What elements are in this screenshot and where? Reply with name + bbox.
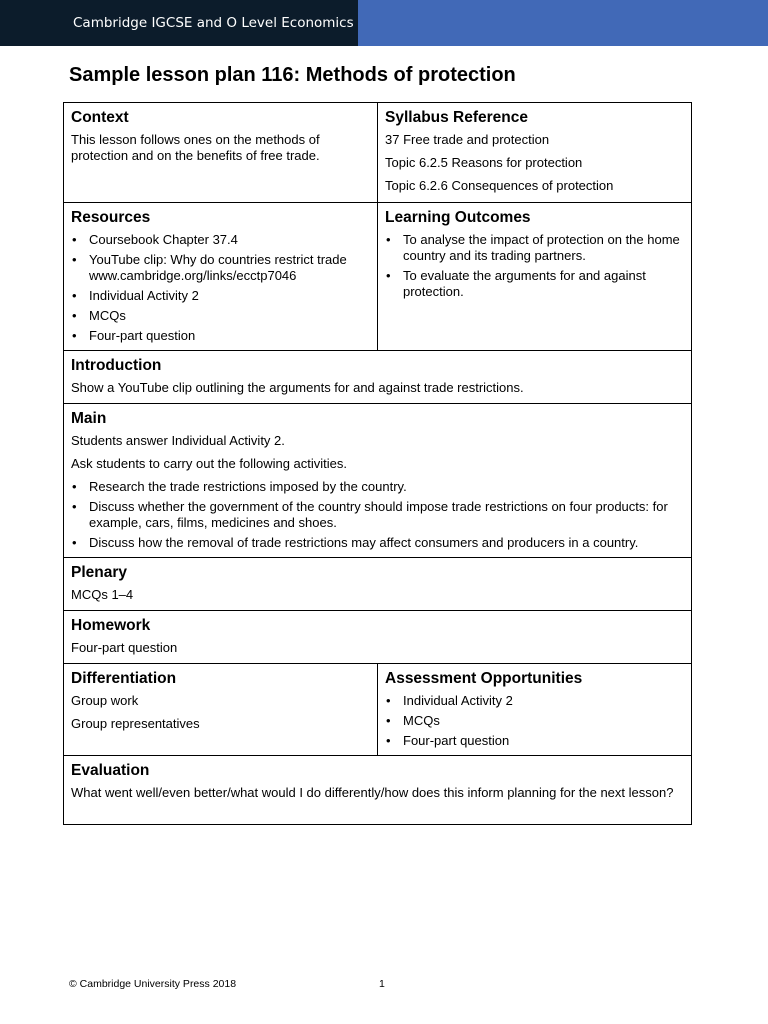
assessment-list [385, 693, 684, 749]
differentiation-cell [64, 664, 378, 756]
resources-list [71, 232, 370, 344]
list-item: • Discuss whether the government of the country should impose trade restrictions on four products: for example, cars, films, medicines and shoes. [71, 499, 684, 531]
evaluation-text: What went well/even better/what would I do differently/how does this inform planning for the next lesson? [71, 785, 674, 800]
main-activities-list [71, 479, 684, 551]
footer-copyright: © Cambridge University Press 2018 [69, 978, 237, 990]
assessment-cell [378, 664, 692, 756]
list-item: • Research the trade restrictions imposed by the country. [71, 479, 684, 495]
syllabus-item: Topic 6.2.6 Consequences of protection [385, 178, 614, 193]
header-banner [0, 0, 768, 46]
main-paragraph: Ask students to carry out the following activities. [71, 456, 348, 471]
homework-text: Four-part question [71, 640, 178, 655]
evaluation-cell [64, 756, 692, 825]
differentiation-item: Group representatives [71, 716, 200, 731]
context-text: This lesson follows ones on the methods of protection and on the benefits of free trade. [71, 132, 320, 163]
plenary-cell [64, 558, 692, 611]
list-item: • Individual Activity 2 [71, 288, 370, 304]
homework-cell [64, 611, 692, 664]
evaluation-heading: Evaluation [71, 762, 150, 779]
syllabus-heading: Syllabus Reference [385, 109, 529, 126]
list-item: • Discuss how the removal of trade restrictions may affect consumers and producers in a country. [71, 535, 684, 551]
plenary-text: MCQs 1–4 [71, 587, 134, 602]
syllabus-item: 37 Free trade and protection [385, 132, 550, 147]
outcomes-heading: Learning Outcomes [385, 209, 531, 226]
banner-accent [358, 0, 768, 46]
page-number: 1 [379, 978, 385, 990]
list-item: • MCQs [71, 308, 370, 324]
main-paragraph: Students answer Individual Activity 2. [71, 433, 285, 448]
introduction-text: Show a YouTube clip outlining the arguments for and against trade restrictions. [71, 380, 524, 395]
banner-title: Cambridge IGCSE and O Level Economics [0, 0, 358, 46]
list-item: • YouTube clip: Why do countries restrict trade www.cambridge.org/links/ecctp7046 [71, 252, 370, 284]
context-cell [64, 103, 378, 203]
list-item: • To analyse the impact of protection on the home country and its trading partners. [385, 232, 684, 264]
list-item: • Four-part question [71, 328, 370, 344]
list-item: • Four-part question [385, 733, 684, 749]
list-item: • To evaluate the arguments for and against protection. [385, 268, 684, 300]
outcomes-cell [378, 203, 692, 351]
lesson-plan-table [63, 102, 692, 825]
syllabus-item: Topic 6.2.5 Reasons for protection [385, 155, 583, 170]
resources-cell [64, 203, 378, 351]
context-heading: Context [71, 109, 129, 126]
outcomes-list [385, 232, 684, 300]
introduction-heading: Introduction [71, 357, 162, 374]
differentiation-item: Group work [71, 693, 139, 708]
list-item: • Coursebook Chapter 37.4 [71, 232, 370, 248]
differentiation-heading: Differentiation [71, 670, 177, 687]
syllabus-cell [378, 103, 692, 203]
introduction-cell [64, 351, 692, 404]
main-cell [64, 404, 692, 558]
assessment-heading: Assessment Opportunities [385, 670, 583, 687]
plenary-heading: Plenary [71, 564, 128, 581]
list-item: • MCQs [385, 713, 684, 729]
main-heading: Main [71, 410, 107, 427]
resources-heading: Resources [71, 209, 151, 226]
page-title: Sample lesson plan 116: Methods of protection [69, 64, 516, 86]
homework-heading: Homework [71, 617, 151, 634]
list-item: • Individual Activity 2 [385, 693, 684, 709]
